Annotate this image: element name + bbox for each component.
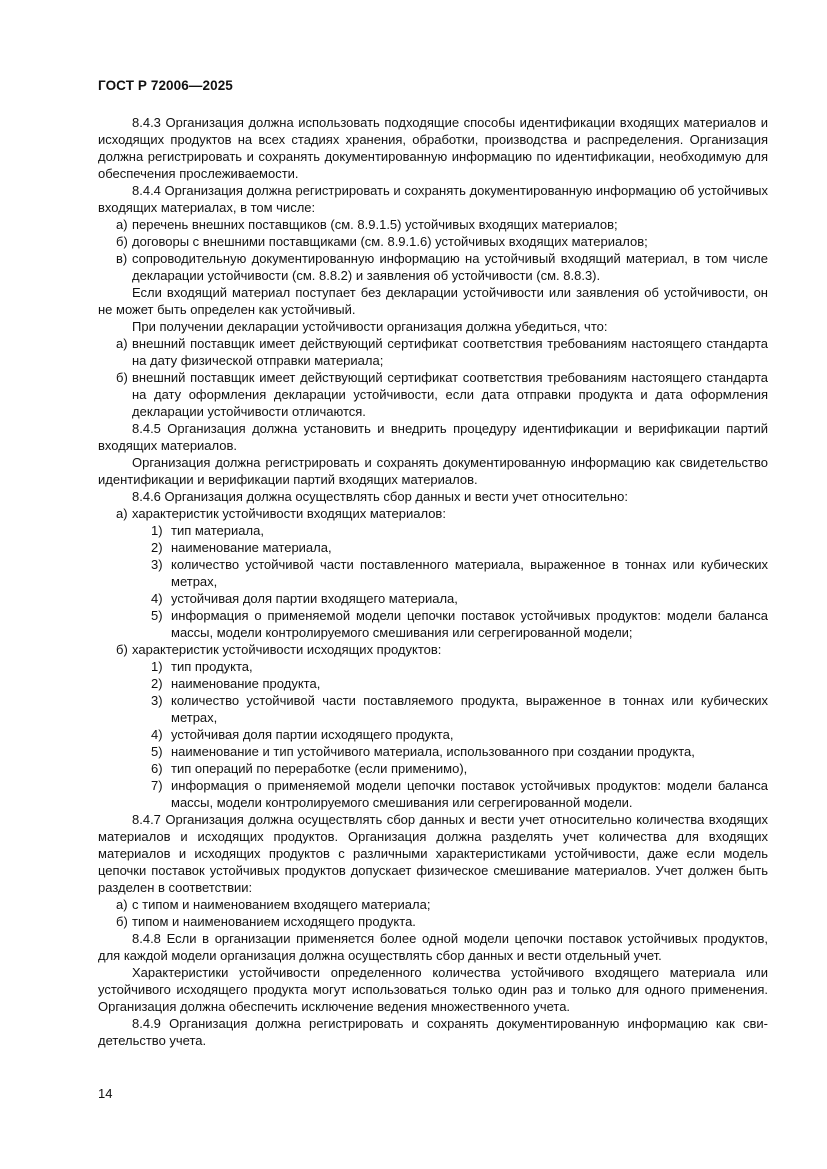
- list-marker: а): [116, 897, 128, 912]
- list-marker: 2): [151, 540, 163, 555]
- list-marker: 3): [151, 557, 163, 572]
- paragraph-no-declaration: Если входящий материал поступает без декларации устойчивости или заявления об устойчивости, он не может быть определен как устойчивый.: [98, 285, 768, 317]
- list-item: [98, 216, 768, 233]
- clause-8-4-9: 8.4.9 Организация должна регистрировать и сохранять документированную информацию как свидетельство учета.: [98, 1016, 768, 1048]
- list-text: перечень внешних поставщиков (см. 8.9.1.5) устойчивых входящих материалов;: [132, 217, 618, 232]
- list-text: сопроводительную документированную информацию на устойчивый входящий материал, в том числе декларации устойчивости (см. 8.8.2) и заявления об устойчивости (см. 8.8.3).: [132, 251, 768, 283]
- list-marker: 7): [151, 778, 163, 793]
- list-marker: 5): [151, 744, 163, 759]
- list-marker: а): [116, 217, 128, 232]
- sub-list-item: [98, 743, 768, 760]
- list-marker: б): [116, 370, 128, 385]
- list-marker: в): [116, 251, 128, 266]
- list-marker: 4): [151, 591, 163, 606]
- list-item: [98, 641, 768, 658]
- sub-list-item: [98, 692, 768, 726]
- list-text: количество устойчивой части поставляемого продукта, выраженное в тоннах или кубических метрах,: [171, 693, 768, 725]
- list-marker: 1): [151, 659, 163, 674]
- list-text: договоры с внешними поставщиками (см. 8.9.1.6) устойчивых входящих материалов;: [132, 234, 648, 249]
- list-text: характеристик устойчивости входящих материалов:: [132, 506, 446, 521]
- sub-list-item: [98, 556, 768, 590]
- list-marker: б): [116, 642, 128, 657]
- list-item: [98, 913, 768, 930]
- list-text: наименование продукта,: [171, 676, 321, 691]
- sub-list-item: [98, 590, 768, 607]
- list-marker: 2): [151, 676, 163, 691]
- sub-list-item: [98, 522, 768, 539]
- clause-8-4-6: 8.4.6 Организация должна осуществлять сбор данных и вести учет относительно:: [132, 489, 628, 504]
- clause-8-4-5: 8.4.5 Организация должна установить и внедрить процедуру идентификации и верификации партий входящих материалов.: [98, 421, 768, 453]
- sub-list-item: [98, 539, 768, 556]
- list-marker: 6): [151, 761, 163, 776]
- paragraph-batch-verification: Организация должна регистрировать и сохранять документированную информацию как свидетельство идентификации и верификации партий входящих материалов.: [98, 455, 768, 487]
- list-text: характеристик устойчивости исходящих продуктов:: [132, 642, 442, 657]
- list-text: наименование и тип устойчивого материала, использованного при создании продукта,: [171, 744, 695, 759]
- list-marker: б): [116, 234, 128, 249]
- page-number: 14: [98, 1086, 113, 1101]
- sub-list-item: [98, 658, 768, 675]
- list-text: количество устойчивой части поставленного материала, выраженное в тоннах или кубических метрах,: [171, 557, 768, 589]
- list-item: [98, 250, 768, 284]
- list-text: информация о применяемой модели цепочки поставок устойчивых продуктов: модели баланса массы, модели контролируемого смешивания или сегрегированной модели.: [171, 778, 768, 810]
- list-marker: б): [116, 914, 128, 929]
- list-marker: 5): [151, 608, 163, 623]
- paragraph-single-use: Характеристики устойчивости определенного количества устойчивого входящего материала или устойчивого исходящего продукта могут использоваться только один раз и только для одного применения. Организация должна обеспечить исключение ведения множественного учета.: [98, 965, 768, 1014]
- list-text: внешний поставщик имеет действующий сертификат соответствия требованиям настоящего стандарта на дату оформления декларации устойчивости, если дата отправки продукта и дата оформления декларации устойчивости отличаются.: [132, 370, 768, 419]
- clause-8-4-8: 8.4.8 Если в организации применяется более одной модели цепочки поставок устойчивых продуктов, для каждой модели организация должна осуществлять сбор данных и вести отдельный учет.: [98, 931, 768, 963]
- sub-list-item: [98, 675, 768, 692]
- list-marker: 1): [151, 523, 163, 538]
- list-item: [98, 233, 768, 250]
- list-item: [98, 896, 768, 913]
- list-text: информация о применяемой модели цепочки поставок устойчивых продуктов: модели баланса массы, модели контролируемого смешивания или сегрегированной модели;: [171, 608, 768, 640]
- sub-list-item: [98, 607, 768, 641]
- clause-8-4-7: 8.4.7 Организация должна осуществлять сбор данных и вести учет относительно количества входящих материалов и исходящих продуктов. Организация должна разделять учет количества для входящих материалов и исходящих продуктов с различными характеристиками устойчивости, даже если модель цепочки поставок устойчивых продуктов допускает физическое смешивание материалов. Учет должен быть разделен в соответствии:: [98, 812, 768, 895]
- list-item: [98, 369, 768, 420]
- list-item: [98, 505, 768, 522]
- list-text: наименование материала,: [171, 540, 332, 555]
- list-text: тип материала,: [171, 523, 264, 538]
- document-header: ГОСТ Р 72006—2025: [98, 78, 233, 93]
- list-marker: а): [116, 336, 128, 351]
- list-text: типом и наименованием исходящего продукта.: [132, 914, 416, 929]
- clause-8-4-4: 8.4.4 Организация должна регистрировать и сохранять документированную информацию об устойчивых входящих материалах, в том числе:: [98, 183, 768, 215]
- list-text: устойчивая доля партии входящего материала,: [171, 591, 458, 606]
- list-item: [98, 335, 768, 369]
- sub-list-item: [98, 760, 768, 777]
- list-marker: 4): [151, 727, 163, 742]
- list-text: устойчивая доля партии исходящего продукта,: [171, 727, 454, 742]
- sub-list-item: [98, 777, 768, 811]
- sub-list-item: [98, 726, 768, 743]
- document-body: [98, 114, 768, 1049]
- list-marker: 3): [151, 693, 163, 708]
- list-text: тип операций по переработке (если применимо),: [171, 761, 468, 776]
- clause-8-4-3: 8.4.3 Организация должна использовать подходящие способы идентификации входящих материалов и исходящих продуктов на всех стадиях хранения, обработки, производства и распределения. Организация должна регистрировать и сохранять документированную информацию по идентификации, необходимую для обеспечения прослеживаемости.: [98, 115, 768, 181]
- list-marker: а): [116, 506, 128, 521]
- list-text: тип продукта,: [171, 659, 253, 674]
- list-text: внешний поставщик имеет действующий сертификат соответствия требованиям настоящего стандарта на дату физической отправки материала;: [132, 336, 768, 368]
- list-text: с типом и наименованием входящего материала;: [132, 897, 431, 912]
- paragraph-receipt: При получении декларации устойчивости организация должна убедиться, что:: [132, 319, 608, 334]
